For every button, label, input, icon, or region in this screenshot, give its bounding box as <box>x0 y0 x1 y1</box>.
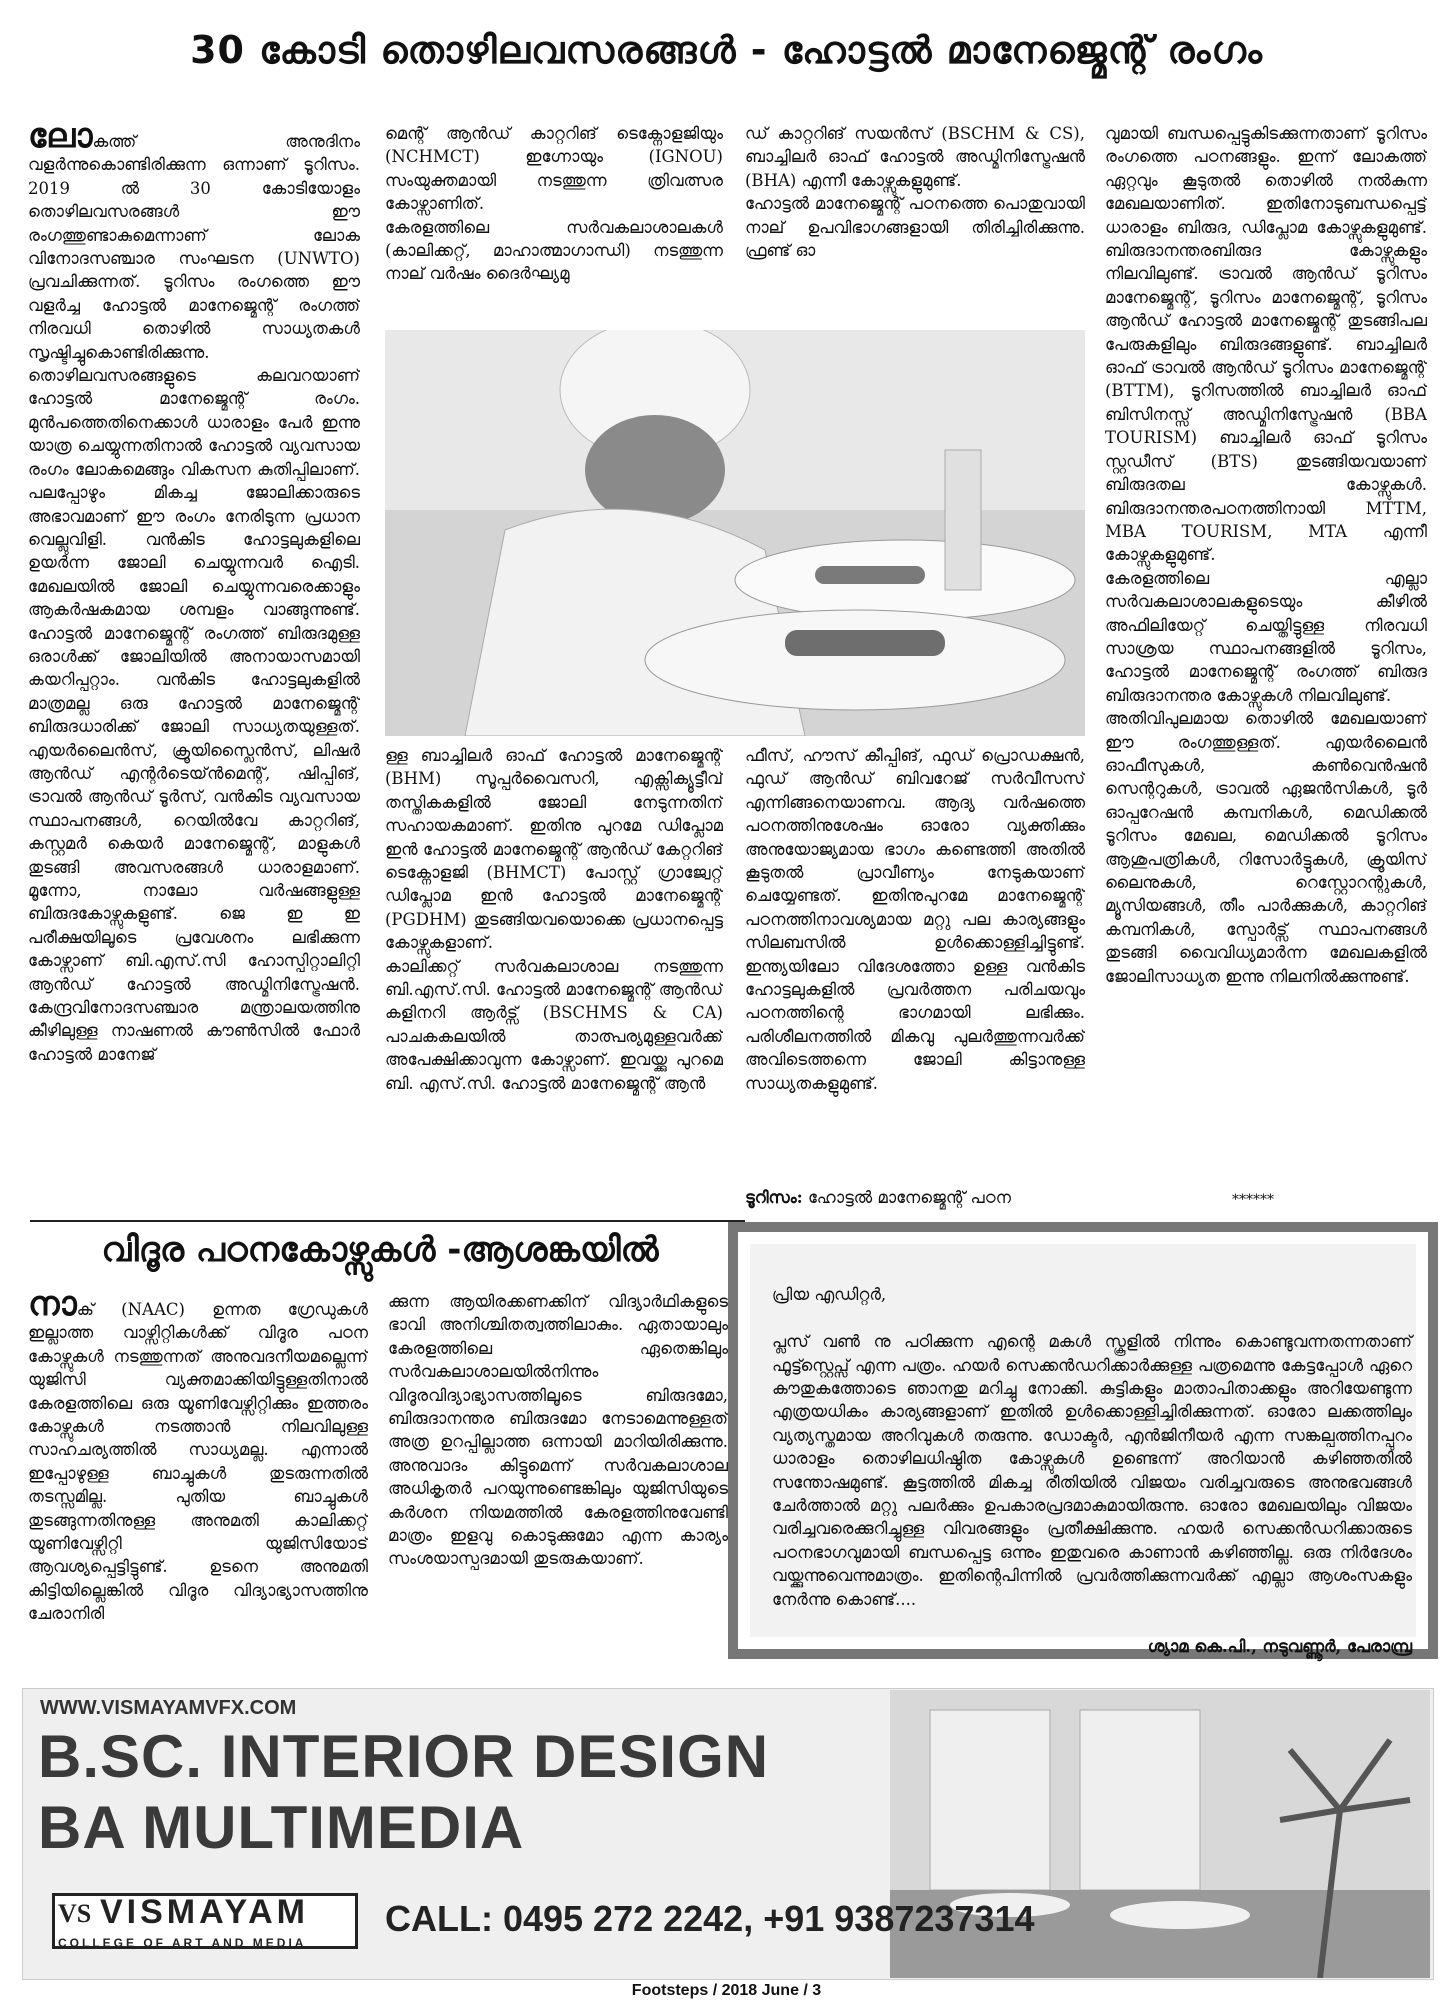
ad-course-line-1: B.SC. INTERIOR DESIGN <box>38 1723 770 1790</box>
article2-column-1-text: ക് (NAAC) ഉന്നത ഗ്രേഡുകൾ ഇല്ലാത്ത വാഴ്സിറ്റികൾക്ക് വിദൂര പഠന കോഴ്സുകൾ നടത്തുന്നത് അനുവദനീയമല്ലെന്ന് യുജിസി വ്യക്തമാക്കിയിട്ടുള്ളതിനാൽ കേരളത്തിലെ ഒരു യൂണിവേഴ്സിറ്റിക്കും ഇത്തരം കോഴ്സുകൾ നടത്താൻ നിലവിലുള്ള സാഹചര്യത്തിൽ സാധ്യമല്ല. എന്നാൽ ഇപ്പോഴുള്ള ബാച്ചുകൾ തുടരുന്നതിൽ തടസ്സമില്ല. പുതിയ ബാച്ചുകൾ തുടങ്ങുന്നതിനുള്ള അനുമതി കാലിക്കറ്റ് യൂണിവേഴ്സിറ്റി യുജിസിയോട് ആവശ്യപ്പെട്ടിട്ടുണ്ട്. ഉടനെ അനുമതി കിട്ടിയില്ലെങ്കിൽ വിദൂര വിദ്യാഭ്യാസത്തിനു ചേരാനിരി <box>28 1300 368 1624</box>
ad-website-url[interactable]: WWW.VISMAYAMVFX.COM <box>40 1697 297 1719</box>
end-stars: ****** <box>1232 1192 1274 1208</box>
article2-column-1 <box>28 1290 368 1660</box>
column-1-text: കത്ത് അനുദിനം വളർന്നുകൊണ്ടിരിക്കുന്ന ഒന്നാണ് ടൂറിസം. 2019 ൽ 30 കോടിയോളം തൊഴിലവസരങ്ങൾ ഈ രംഗത്തുണ്ടാകുമെന്നാണ് ലോക വിനോദസഞ്ചാര സംഘടന (UNWTO) പ്രവചിക്കുന്നത്. ടൂറിസം രംഗത്തെ ഈ വളർച്ച ഹോട്ടൽ മാനേജ്മെന്റ് രംഗത്ത് നിരവധി തൊഴിൽ സാധ്യതകൾ സൃഷ്ടിച്ചുകൊണ്ടിരിക്കുന്നു. തൊഴിലവസരങ്ങളുടെ കലവറയാണ് ഹോട്ടൽ മാനേജ്മെന്റ് രംഗം. മുൻപത്തെതിനെക്കാൾ ധാരാളം പേർ ഇന്നു യാത്ര ചെയ്യുന്നതിനാൽ ഹോട്ടൽ വ്യവസായ രംഗം ലോകമെങ്ങും വികസന കുതിപ്പിലാണ്. പലപ്പോഴും മികച്ച ജോലിക്കാരുടെ അഭാവമാണ് ഈ രംഗം നേരിടുന്ന പ്രധാന വെല്ലുവിളി. വൻകിട ഹോട്ടലുകളിലെ ഉയർന്ന ജോലി ചെയ്യുന്നവർ ഐടി. മേഖലയിൽ ജോലി ചെയ്യുന്നവരെക്കാളും ആകർഷകമായ ശമ്പളം വാങ്ങുന്നുണ്ട്. ഹോട്ടൽ മാനേജ്മെന്റ് രംഗത്ത് ബിരുദമുള്ള ഒരാൾക്ക് ജോലിയിൽ അനായാസമായി കയറിപ്പറ്റാം. വൻകിട ഹോട്ടലുകളിൽ മാത്രമല്ല ഒരു ഹോട്ടൽ മാനേജ്മെന്റ് ബിരുദധാരിക്ക് ജോലി സാധ്യതയുള്ളത്. എയർലൈൻസ്, ക്രൂയിസ്ലൈൻസ്, ലിഷർ ആൻഡ് എന്റർടെയ്ൻമെന്റ്, ഷിപ്പിങ്, ട്രാവൽ ആൻഡ് ടൂർസ്, വൻകിട വ്യവസായ സ്ഥാപനങ്ങൾ, റെയിൽവേ കാറ്ററിങ്, കസ്റ്റമർ കെയർ മാനേജ്മെന്റ്, മാളുകൾ തുടങ്ങി അവസരങ്ങൾ ധാരാളമാണ്. മൂന്നോ, നാലോ വർഷങ്ങളുള്ള ബിരുദകോഴ്സുകളുണ്ട്. ജെ ഇ ഇ പരീക്ഷയിലൂടെ പ്രവേശനം ലഭിക്കുന്ന കോഴ്സാണ് ബി.എസ്.സി ഹോസ്പിറ്റാലിറ്റി ആൻഡ് ഹോട്ടൽ അഡ്മിനിസ്ട്രേഷൻ. കേന്ദ്രവിനോദസഞ്ചാര മന്ത്രാലയത്തിനു കീഴിലുള്ള നാഷണൽ കൗൺസിൽ ഫോർ ഹോട്ടൽ മാനേജ് <box>28 132 360 1064</box>
drop-cap: ലോ <box>28 122 93 156</box>
letter-signature: ശ്യാമ കെ.പി., നടുവണ്ണൂർ, പേരാമ്പ്ര <box>1147 1636 1412 1656</box>
tourism-lead-line <box>745 1186 1085 1212</box>
article2-drop-cap: നാ <box>28 1290 77 1324</box>
section-divider <box>30 1220 745 1222</box>
tourism-lead: ടൂറിസം: <box>745 1188 803 1207</box>
letter-content <box>772 1260 1412 1681</box>
ad-course-line-2: BA MULTIMEDIA <box>38 1794 525 1861</box>
logo-name: VISMAYAM <box>100 1893 309 1931</box>
letter-to-editor-box <box>738 1232 1428 1656</box>
article-column-1 <box>28 122 360 1212</box>
article-column-2-bottom: ള്ള ബാച്ചിലർ ഓഫ് ഹോട്ടൽ മാനേജ്മെന്റ് (BHM) സൂപ്പർവൈസറി, എക്സിക്യൂട്ടീവ് തസ്തികകളിൽ ജോലി നേടുന്നതിന് സഹായകമാണ്. ഇതിനു പുറമേ ഡിപ്ലോമ ഇൻ ഹോട്ടൽ മാനേജ്മെന്റ് ആൻഡ് കേറ്ററിങ് ടെക്നോളജി (BHMCT) പോസ്റ്റ് ഗ്രാജ്വേറ്റ് ഡിപ്ലോമ ഇൻ ഹോട്ടൽ മാനേജ്മെന്റ് (PGDHM) തുടങ്ങിയവയൊക്കെ പ്രധാനപ്പെട്ട കോഴ്സുകളാണ്. കാലിക്കറ്റ് സർവകലാശാല നടത്തുന്ന ബി.എസ്.സി. ഹോട്ടൽ മാനേജ്മെന്റ് ആൻഡ് കളിനറി ആർട്സ് (BSCHMS & CA) പാചകകലയിൽ താത്പര്യമുള്ളവർക്ക് അപേക്ഷിക്കാവുന്ന കോഴ്സാണ്. ഇവയ്ക്കു പുറമെ ബി. എസ്.സി. ഹോട്ടൽ മാനേജ്മെന്റ് ആൻ <box>385 746 723 1093</box>
article-column-2-top: മെന്റ് ആൻഡ് കാറ്ററിങ് ടെക്നോളജിയും (NCHMCT) ഇഗ്നോയും (IGNOU) സംയുക്തമായി നടത്തുന്ന ത്രിവത്സര കോഴ്സാണിത്. കേരളത്തിലെ സർവകലാശാലകൾ (കാലിക്കറ്റ്, മാഹാത്മാഗാന്ധി) നടത്തുന്ന നാല് വർഷം ദൈർഘ്യമു <box>385 124 723 284</box>
logo-subtitle: COLLEGE OF ART AND MEDIA <box>58 1936 307 1950</box>
logo-mark: VS <box>58 1899 92 1928</box>
article2-title: വിദൂര പഠനകോഴ്സുകൾ -ആശങ്കയിൽ <box>101 1230 659 1270</box>
letter-body: പ്ലസ് വൺ നു പഠിക്കുന്ന എന്റെ മകൾ സ്കൂളിൽ നിന്നും കൊണ്ടുവന്നതന്നതാണ് ഫൂട്ട്സ്റ്റെപ്സ് എന്ന പത്രം. ഹയർ സെക്കൻഡറിക്കാർക്കുള്ള പത്രമെന്നു കേട്ടപ്പോൾ ഏറെ കൗതുകത്തോടെ ഞാനതു മറിച്ചു നോക്കി. കുട്ടികളും മാതാപിതാക്കളും അറിയേണ്ടുന്ന എത്രയധികം കാര്യങ്ങളാണ് ഇതിൽ ഉൾക്കൊള്ളിച്ചിരിക്കുന്നത്. ഓരോ ലക്കത്തിലും വ്യത്യസ്തമായ അറിവുകൾ തരുന്നു. ഡോക്ടർ, എൻജിനീയർ എന്ന സങ്കല്പത്തിനപ്പുറം ധാരാളം തൊഴിലധിഷ്ഠിത കോഴ്സുകൾ ഉണ്ടെന്ന് അറിയാൻ കഴിഞ്ഞതിൽ സന്തോഷമുണ്ട്. കൂട്ടത്തിൽ മികച്ച രീതിയിൽ വിജയം വരിച്ചവരുടെ അനുഭവങ്ങൾ ചേർത്താൽ മറ്റു പലർക്കും ഉപകാരപ്രദമാകുമായിരുന്നു. ഓരോ മേഖലയിലും വിജയം വരിച്ചവരെക്കുറിച്ചുള്ള വിവരങ്ങളും പ്രതീക്ഷിക്കുന്നു. ഹയർ സെക്കൻഡറിക്കാരുടെ പഠനഭാഗവുമായി ബന്ധപ്പെട്ട ഒന്നും ഇതുവരെ കാണാൻ കഴിഞ്ഞില്ല. ഒരു നിർദേശം വയ്ക്കുന്നുവെന്നുമാത്രം. ഇതിന്റെപിന്നിൽ പ്രവർത്തിക്കുന്നവർക്ക് എല്ലാ ആശംസകളും നേർന്നു കൊണ്ട്.... <box>772 1332 1412 1609</box>
article-column-3-top: ഡ് കാറ്ററിങ് സയൻസ് (BSCHM & CS), ബാച്ചിലർ ഓഫ് ഹോട്ടൽ അഡ്മിനിസ്ട്രേഷൻ (BHA) എന്നീ കോഴ്സുകളുമുണ്ട്. ഹോട്ടൽ മാനേജ്മെന്റ് പഠനത്തെ പൊതുവായി നാല് ഉപവിഭാഗങ്ങളായി തിരിച്ചിരിക്കുന്നു. ഫ്രണ്ട് ഓ <box>745 124 1085 261</box>
ad-phone-numbers[interactable]: CALL: 0495 272 2242, +91 9387237314 <box>385 1898 1035 1939</box>
tourism-lead-rest: ഹോട്ടൽ മാനേജ്മെന്റ് പഠന <box>802 1188 1011 1207</box>
article2-column-2: ക്കുന്ന ആയിരക്കണക്കിന് വിദ്യാർഥികളുടെ ഭാവി അനിശ്ചിതത്വത്തിലാകും. ഏതായാലും കേരളത്തിലെ ഏതെങ്കിലും സർവകലാശാലയിൽനിന്നും വിദൂരവിദ്യാഭ്യാസത്തിലൂടെ ബിരുദമോ, ബിരുദാനന്തര ബിരുദമോ നേടാമെന്നുള്ളത് അത്ര ഉറപ്പില്ലാത്ത ഒന്നായി മാറിയിരിക്കുന്നു. അനുവാദം കിട്ടുമെന്ന് സർവകലാശാല അധികൃതർ പറയുന്നുണ്ടെങ്കിലും യുജിസിയുടെ കർശന നിയമത്തിൽ കേരളത്തിനുവേണ്ടി മാത്രം ഇളവു കൊടുക്കുമോ എന്ന കാര്യം സംശയാസ്പദമായി തുടരുകയാണ്. <box>388 1292 728 1569</box>
page-headline: 30 കോടി തൊഴിലവസരങ്ങൾ - ഹോട്ടൽ മാനേജ്മെന്റ് രംഗം <box>190 28 1263 72</box>
article-column-4: വുമായി ബന്ധപ്പെട്ടുകിടക്കുന്നതാണ് ടൂറിസം രംഗത്തെ പഠനങ്ങളും. ഇന്ന് ലോകത്ത് ഏറ്റവും കൂടുതൽ തൊഴിൽ നൽകുന്ന മേഖലയാണിത്. ഇതിനോടുബന്ധപ്പെട്ട് ധാരാളം ബിരുദ, ഡിപ്ലോമ കോഴ്സുകളുമുണ്ട്. ബിരുദാനന്തരബിരുദ കോഴ്സുകളും നിലവിലുണ്ട്. ട്രാവൽ ആൻഡ് ടൂറിസം മാനേജ്മെന്റ്, ടൂറിസം മാനേജ്മെന്റ്, ടൂറിസം ആൻഡ് ഹോട്ടൽ മാനേജ്മെന്റ് തുടങ്ങിപല പേരുകളിലും ബിരുദങ്ങളുണ്ട്. ബാച്ചിലർ ഓഫ് ട്രാവൽ ആൻഡ് ടൂറിസം മാനേജ്മെന്റ് (BTTM), ടൂറിസത്തിൽ ബാച്ചിലർ ഓഫ് ബിസിനസ്സ് അഡ്മിനിസ്ട്രേഷൻ (BBA TOURISM) ബാച്ചിലർ ഓഫ് ടൂറിസം സ്റ്റഡീസ് (BTS) തുടങ്ങിയവയാണ് ബിരുദതല കോഴ്സുകൾ. ബിരുദാനന്തരപഠനത്തിനായി MTTM, MBA TOURISM, MTA എന്നീ കോഴ്സുകളുമുണ്ട്. കേരളത്തിലെ എല്ലാ സർവകലാശാലകളുടെയും കീഴിൽ അഫിലിയേറ്റ് ചെയ്തിട്ടുള്ള നിരവധി സാശ്രയ സ്ഥാപനങ്ങളിൽ ടൂറിസം, ഹോട്ടൽ മാനേജ്മെന്റ് രംഗത്ത് ബിരുദ ബിരുദാനന്തര കോഴ്സുകൾ നിലവിലുണ്ട്. അതിവിപുലമായ തൊഴിൽ മേഖലയാണ് ഈ രംഗത്തുള്ളത്. എയർലൈൻ ഓഫീസുകൾ, കൺവെൻഷൻ സെന്ററുകൾ, ട്രാവൽ ഏജൻസികൾ, ടൂർ ഓപ്പറേഷൻ കമ്പനികൾ, മെഡിക്കൽ ടൂറിസം മേഖല, മെഡിക്കൽ ടൂറിസം ആശുപത്രികൾ, റിസോർട്ടുകൾ, ക്രൂയിസ് ലൈനുകൾ, റെസ്റ്റോറന്റുകൾ, മ്യൂസിയങ്ങൾ, തീം പാർക്കുകൾ, കാറ്ററിങ് കമ്പനികൾ, സ്പോർട്സ് സ്ഥാപനങ്ങൾ തുടങ്ങി വൈവിധ്യമാർന്ന മേഖലകളിൽ ജോലിസാധ്യത ഇന്നു നിലനിൽക്കുന്നുണ്ട്. <box>1105 124 1427 986</box>
letter-salutation: പ്രിയ എഡിറ്റർ, <box>772 1285 887 1305</box>
page-footer: Footsteps / 2018 June / 3 <box>631 1982 822 1999</box>
chef-plating-photo <box>385 330 1085 736</box>
chef-photo-illustration <box>385 330 1085 736</box>
article-column-3-bottom: ഫീസ്, ഹൗസ് കീപ്പിങ്, ഫുഡ് പ്രൊഡക്ഷൻ, ഫുഡ് ആൻഡ് ബിവറേജ് സർവീസസ് എന്നിങ്ങനെയാണവ. ആദ്യ വർഷത്തെ പഠനത്തിനുശേഷം ഓരോ വ്യക്തിക്കും അനുയോജ്യമായ ഭാഗം കണ്ടെത്തി അതിൽ കൂടുതൽ പ്രാവീണ്യം നേടുകയാണ് ചെയ്യേണ്ടത്. ഇതിനുപുറമേ മാനേജ്മെന്റ് പഠനത്തിനാവശ്യമായ മറ്റു പല കാര്യങ്ങളും സിലബസിൽ ഉൾക്കൊള്ളിച്ചിട്ടുണ്ട്. ഇന്ത്യയിലോ വിദേശത്തോ ഉള്ള വൻകിട ഹോട്ടലുകളിൽ പ്രവർത്തന പരിചയവും പഠനത്തിന്റെ ഭാഗമായി ലഭിക്കും. പരിശീലനത്തിൽ മികവു പുലർത്തുന്നവർക്ക് അവിടെത്തന്നെ ജോലി കിട്ടാനുള്ള സാധ്യതകളുമുണ്ട്. <box>745 746 1085 1093</box>
